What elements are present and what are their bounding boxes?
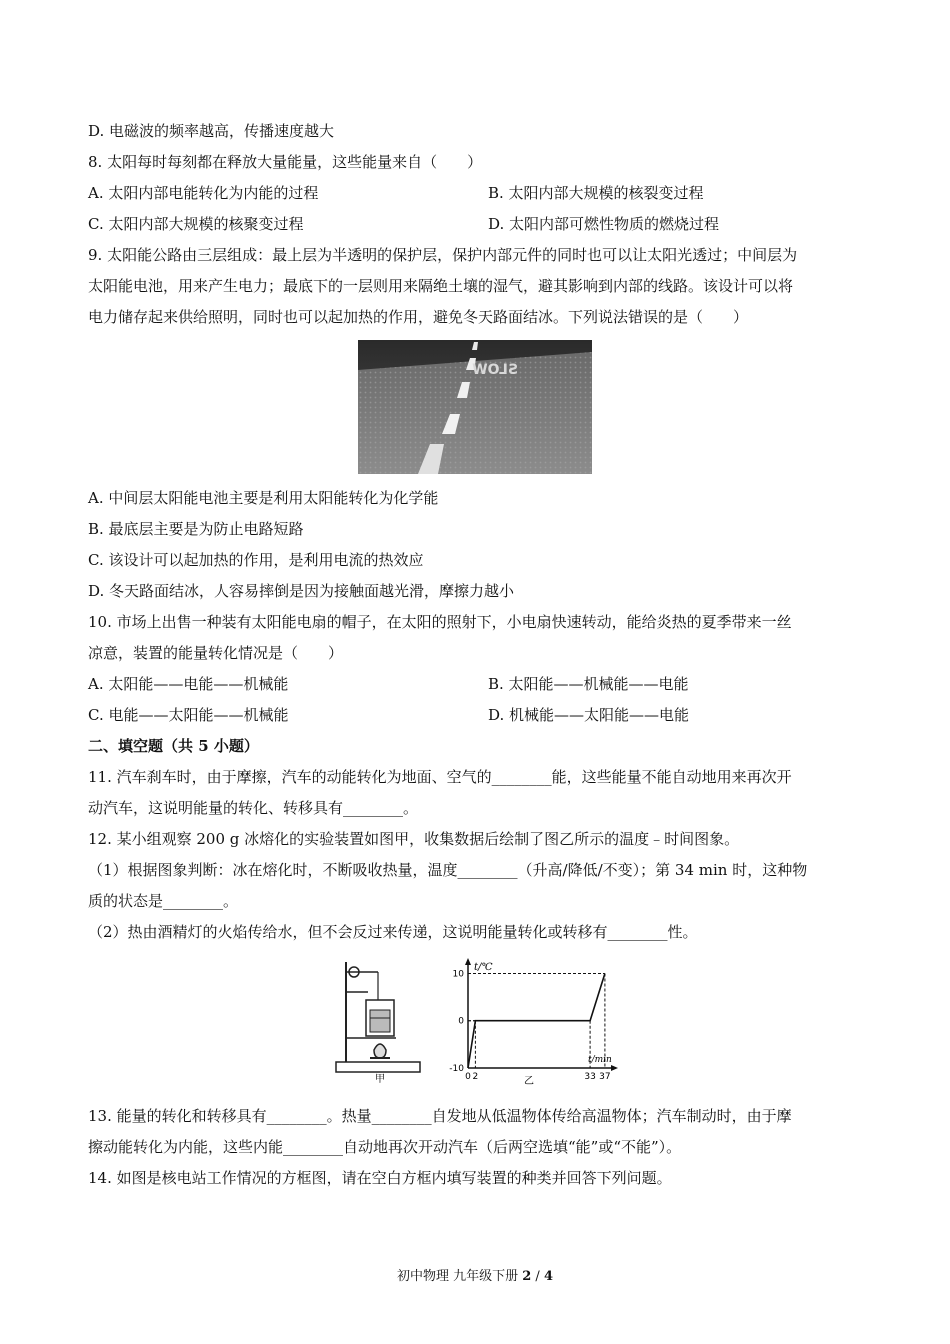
footer-separator: / [531,1269,544,1284]
road-slow-text: SLOW [472,362,518,378]
q8-stem: 8. 太阳每时每刻都在释放大量能量，这些能量来自（ ） [88,153,483,171]
q13-stem-line2: 擦动能转化为内能，这些内能________自动地再次开动汽车（后两空选填“能”或“不能”）。 [88,1138,682,1156]
x-axis-label: t/min [588,1055,612,1065]
q9-option-a: A. 中间层太阳能电池主要是利用太阳能转化为化学能 [88,489,439,507]
q14-stem: 14. 如图是核电站工作情况的方框图，请在空白方框内填写装置的种类并回答下列问题。 [88,1169,672,1187]
q12-part1-line1: （1）根据图象判断：冰在熔化时，不断吸收热量，温度________（升高/降低/不变）；第 34 min 时，这种物 [88,861,808,879]
q8-option-c: C. 太阳内部大规模的核聚变过程 [88,215,304,233]
q10-stem-line2: 凉意，装置的能量转化情况是（ ） [88,644,344,662]
x-tick-label: 2 [472,1072,479,1082]
q8-option-a: A. 太阳内部电能转化为内能的过程 [88,184,319,202]
q9-stem-line2: 太阳能电池，用来产生电力；最底下的一层则用来隔绝土壤的湿气，避其影响到内部的线路。该设计可以将 [88,277,794,295]
q7-option-d: D. 电磁波的频率越高，传播速度越大 [88,122,335,140]
q12-part1-line2: 质的状态是________。 [88,892,239,910]
q9-stem-line1: 9. 太阳能公路由三层组成：最上层为半透明的保护层，保护内部元件的同时也可以让太阳光透过；中间层为 [88,246,798,264]
y-tick-label: 0 [458,1016,464,1027]
x-tick-label: 33 [584,1072,596,1082]
y-tick-label: -10 [449,1064,464,1074]
footer-page-total: 4 [543,1269,553,1284]
q10-option-a: A. 太阳能——电能——机械能 [88,675,289,693]
q9-option-b: B. 最底层主要是为防止电路短路 [88,520,304,538]
q9-stem-line3: 电力储存起来供给照明，同时也可以起加热的作用，避免冬天路面结冰。下列说法错误的是（ ） [88,308,749,326]
q10-stem-line1: 10. 市场上出售一种装有太阳能电扇的帽子，在太阳的照射下，小电扇快速转动，能给炎热的夏季带来一丝 [88,613,792,631]
temperature-series-line [468,973,605,1068]
page-footer [0,1268,950,1286]
figure-b-label: 乙 [524,1076,534,1086]
temperature-time-graph [440,956,620,1086]
q10-option-d: D. 机械能——太阳能——电能 [488,706,690,724]
section-title: 二、填空题（共 5 小题） [88,737,259,755]
x-tick-label: 0 [465,1072,471,1082]
y-axis-label: t/℃ [474,962,493,973]
q9-option-d: D. 冬天路面结冰，人容易摔倒是因为接触面越光滑，摩擦力越小 [88,582,515,600]
y-tick-label: 10 [452,969,464,980]
q11-stem-line2: 动汽车，这说明能量的转化、转移具有________。 [88,799,419,817]
figure-a-label: 甲 [375,1074,385,1084]
q9-option-c: C. 该设计可以起加热的作用，是利用电流的热效应 [88,551,424,569]
q12-stem: 12. 某小组观察 200 g 冰熔化的实验装置如图甲，收集数据后绘制了图乙所示的温度﹣时间图象。 [88,830,740,848]
q10-option-c: C. 电能——太阳能——机械能 [88,706,289,724]
q13-stem-line1: 13. 能量的转化和转移具有________。热量________自发地从低温物体传给高温物体；汽车制动时，由于摩 [88,1107,792,1125]
footer-page-number: 2 [522,1269,532,1284]
footer-course: 初中物理 九年级下册 [396,1269,523,1284]
q8-option-d: D. 太阳内部可燃性物质的燃烧过程 [488,215,720,233]
q12-part2: （2）热由酒精灯的火焰传给水，但不会反过来传递，这说明能量转化或转移有________性。 [88,923,698,941]
q8-option-b: B. 太阳内部大规模的核裂变过程 [488,184,704,202]
q11-stem-line1: 11. 汽车刹车时，由于摩擦，汽车的动能转化为地面、空气的________能，这些能量不能自动地用来再次开 [88,768,792,786]
melting-apparatus-figure [330,958,430,1084]
solar-road-image [358,340,592,474]
y-axis-arrow [465,958,471,965]
x-tick-label: 37 [599,1072,611,1082]
q10-option-b: B. 太阳能——机械能——电能 [488,675,689,693]
x-axis-arrow [611,1065,618,1071]
